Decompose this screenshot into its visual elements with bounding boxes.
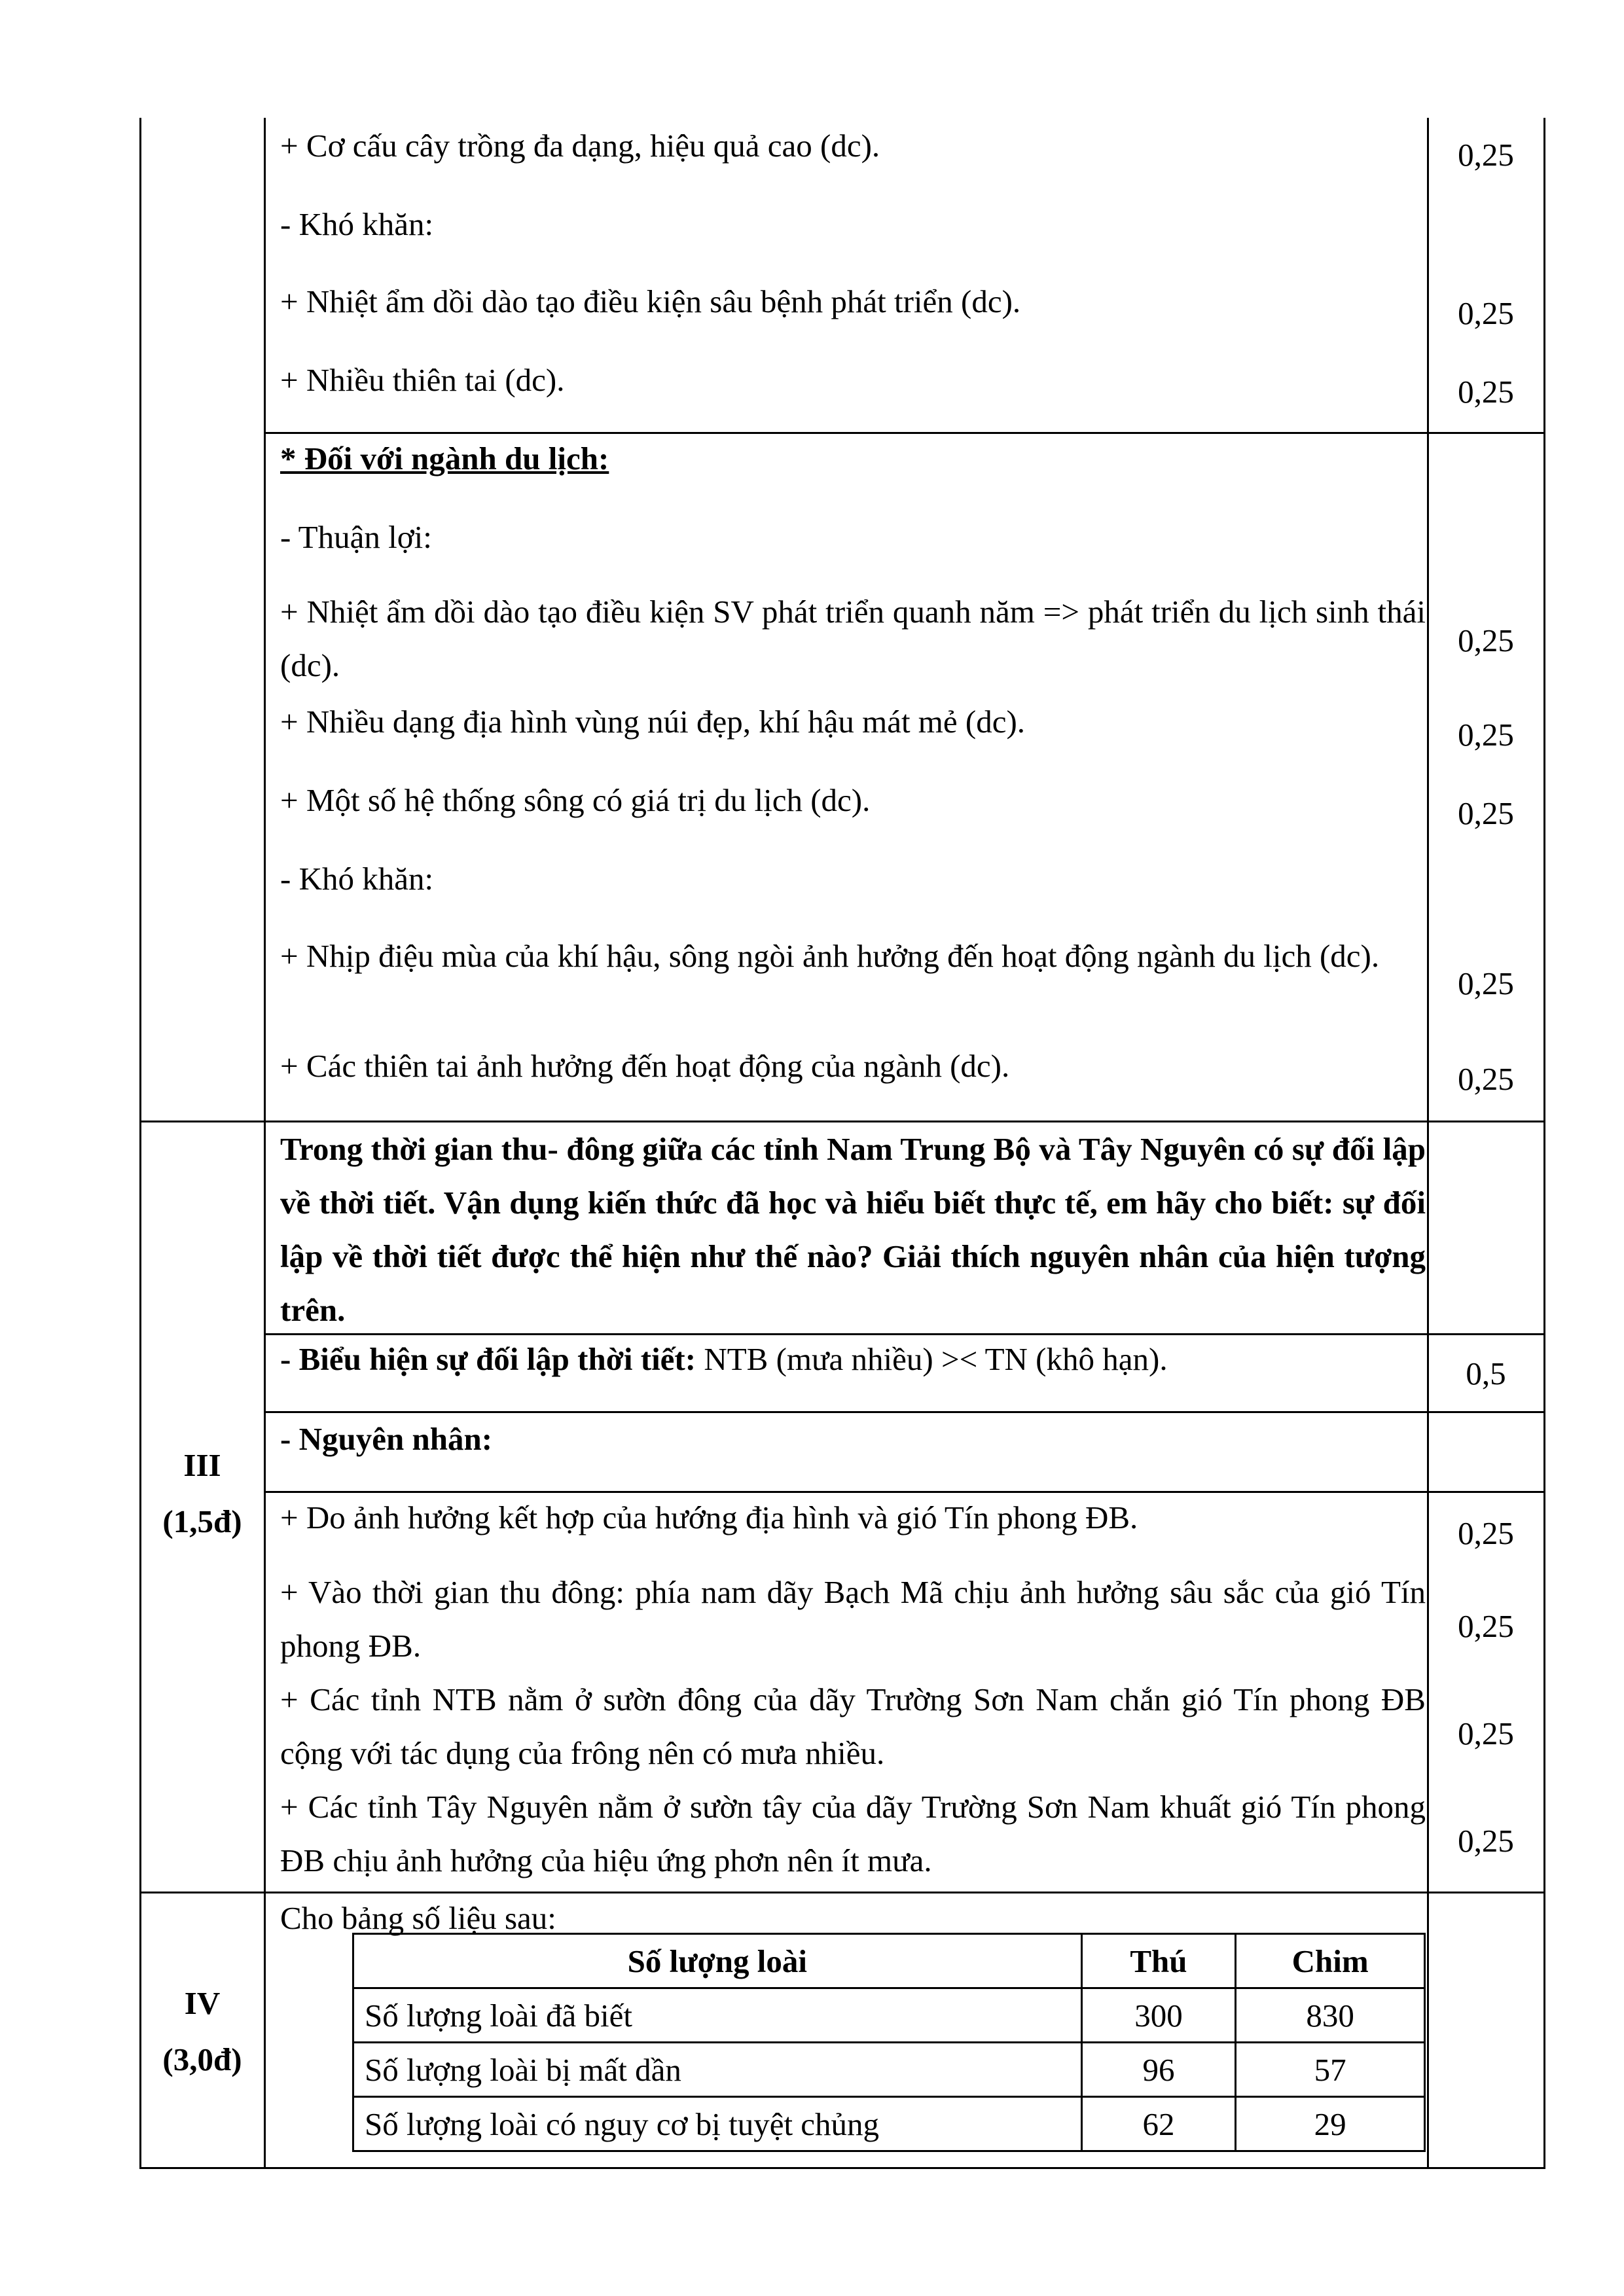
- row-divider-cause: [264, 1411, 1545, 1413]
- table-cell: 300: [1081, 1988, 1236, 2043]
- section-III-label: [140, 1437, 264, 1550]
- cause-label: - Nguyên nhân:: [280, 1421, 493, 1457]
- difficulties-label: - Khó khăn:: [280, 861, 434, 897]
- answer-line: + Nhiều dạng địa hình vùng núi đẹp, khí hậu mát mẻ (dc).: [280, 704, 1026, 740]
- table-row: [353, 1988, 1425, 2043]
- table-border-right: [1543, 118, 1545, 2169]
- table-cell: 57: [1236, 2043, 1425, 2097]
- answer-line: + Một số hệ thống sông có giá trị du lịch (dc).: [280, 782, 871, 818]
- score: 0,25: [1458, 295, 1514, 331]
- header-cell: Thú: [1081, 1934, 1236, 1988]
- table-row: [353, 2043, 1425, 2097]
- tourism-heading: * Đối với ngành du lịch:: [280, 440, 609, 476]
- score: 0,25: [1458, 965, 1514, 1001]
- table-cell: 830: [1236, 1988, 1425, 2043]
- row-divider-IV: [139, 1892, 1545, 1893]
- score: 0,25: [1458, 137, 1514, 173]
- section-number: IV: [184, 1985, 221, 2021]
- answer-line: + Nhiều thiên tai (dc).: [280, 362, 565, 398]
- table-cell: Số lượng loài đã biết: [353, 1988, 1082, 2043]
- section-number: III: [183, 1447, 221, 1483]
- question-text: Trong thời gian thu- đông giữa các tỉnh Nam Trung Bộ và Tây Nguyên có sự đối lập về thời tiết. Vận dụng kiến thức đã học và hiểu biết thực tế, em hãy cho biết: sự đối lập về thời tiết được thể hiện như thế nào? Giải thích nguyên nhân của hiện tượng trên.: [280, 1131, 1426, 1328]
- table-header-row: [353, 1934, 1425, 1988]
- score: 0,25: [1458, 795, 1514, 831]
- answer-line: + Do ảnh hưởng kết hợp của hướng địa hình và gió Tín phong ĐB.: [280, 1499, 1138, 1535]
- table-border-bottom: [139, 2167, 1545, 2169]
- score: 0,25: [1458, 1715, 1514, 1751]
- answer-paragraph: + Nhiệt ẩm dồi dào tạo điều kiện SV phát triển quanh năm => phát triển du lịch sinh thái (dc).: [280, 594, 1426, 683]
- table-cell: 29: [1236, 2097, 1425, 2151]
- table-row: [353, 2097, 1425, 2151]
- answer-line: + Cơ cấu cây trồng đa dạng, hiệu quả cao (dc).: [280, 128, 880, 164]
- expression-text: NTB (mưa nhiều) >< TN (khô hạn).: [696, 1341, 1168, 1377]
- header-cell: Số lượng loài: [353, 1934, 1082, 1988]
- species-table: [352, 1933, 1426, 2152]
- table-border-col2: [1427, 118, 1429, 2169]
- table-cell: Số lượng loài bị mất dần: [353, 2043, 1082, 2097]
- score: 0,25: [1458, 1823, 1514, 1859]
- table-intro: Cho bảng số liệu sau:: [280, 1900, 556, 1936]
- table-cell: 96: [1081, 2043, 1236, 2097]
- score: 0,25: [1458, 374, 1514, 410]
- answer-paragraph: + Vào thời gian thu đông: phía nam dãy Bạch Mã chịu ảnh hưởng sâu sắc của gió Tín phong ĐB.: [280, 1574, 1426, 1664]
- answer-line: - Khó khăn:: [280, 206, 434, 242]
- answer-line: + Nhiệt ẩm dồi dào tạo điều kiện sâu bệnh phát triển (dc).: [280, 283, 1021, 319]
- row-divider-tourism: [264, 432, 1545, 434]
- score: 0,25: [1458, 1061, 1514, 1097]
- advantages-label: - Thuận lợi:: [280, 519, 432, 555]
- expression-label: - Biểu hiện sự đối lập thời tiết:: [280, 1341, 696, 1377]
- answer-paragraph: + Các tỉnh Tây Nguyên nằm ở sườn tây của dãy Trường Sơn Nam khuất gió Tín phong ĐB chịu ảnh hưởng của hiệu ứng phơn nên ít mưa.: [280, 1789, 1426, 1878]
- score: 0,25: [1458, 622, 1514, 658]
- row-divider-cause-items: [264, 1491, 1545, 1493]
- answer-line: + Các thiên tai ảnh hưởng đến hoạt động của ngành (dc).: [280, 1048, 1010, 1084]
- score: 0,5: [1466, 1355, 1506, 1391]
- table-cell: Số lượng loài có nguy cơ bị tuyệt chủng: [353, 2097, 1082, 2151]
- score: 0,25: [1458, 717, 1514, 753]
- expression-line: [280, 1343, 1168, 1375]
- section-IV-label: [140, 1975, 264, 2088]
- table-border-left: [139, 118, 141, 2169]
- score: 0,25: [1458, 1515, 1514, 1551]
- table-cell: 62: [1081, 2097, 1236, 2151]
- score: 0,25: [1458, 1608, 1514, 1644]
- section-points: (1,5đ): [162, 1503, 242, 1539]
- header-cell: Chim: [1236, 1934, 1425, 1988]
- section-points: (3,0đ): [162, 2041, 242, 2077]
- answer-paragraph: + Nhịp điệu mùa của khí hậu, sông ngòi ảnh hưởng đến hoạt động ngành du lịch (dc).: [280, 938, 1380, 974]
- answer-paragraph: + Các tỉnh NTB nằm ở sườn đông của dãy Trường Sơn Nam chắn gió Tín phong ĐB cộng với tác dụng của frông nên có mưa nhiều.: [280, 1681, 1426, 1771]
- table-border-col1: [264, 118, 266, 2169]
